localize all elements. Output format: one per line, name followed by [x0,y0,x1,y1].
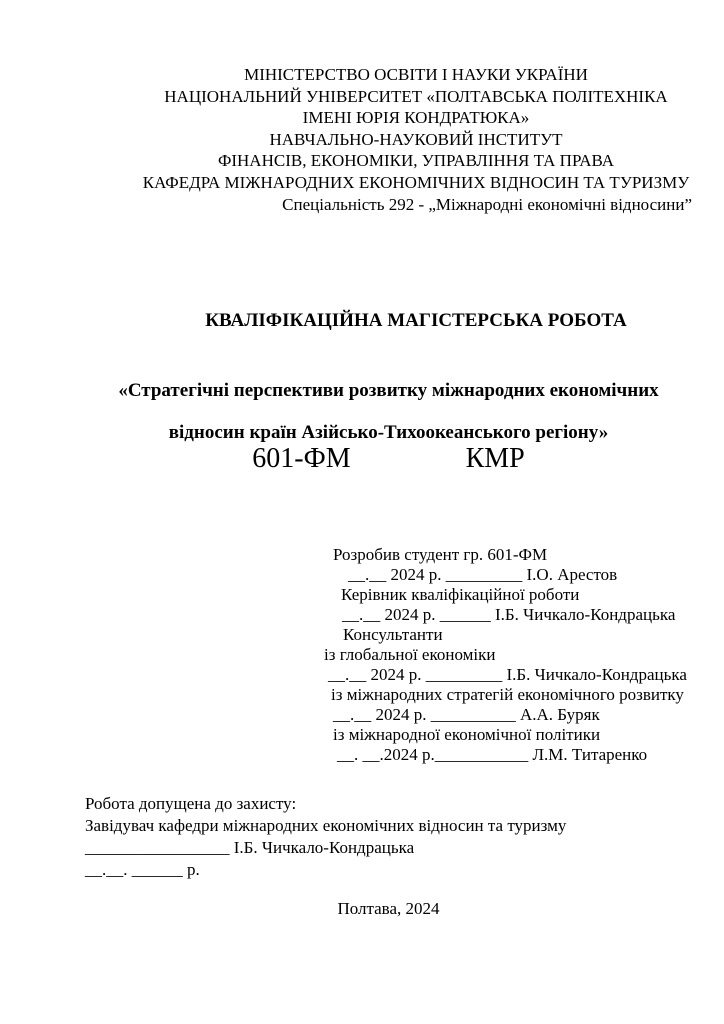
admission-block [85,793,692,881]
group-work-row [85,442,692,476]
developer-label: Розробив студент гр. 601-ФМ [333,545,548,564]
thesis-title-line-1: «Стратегічні перспективи розвитку міжнародних економічних [118,380,659,401]
institution-header [140,64,692,215]
admission-label: Робота допущена до захисту: [85,794,297,813]
work-abbreviation: КМР [465,443,525,474]
consultant-2-signature-line: __.__ 2024 р. __________ А.А. Буряк [333,705,600,724]
developer-signature-line: __.__ 2024 р. _________ І.О. Арестов [348,565,618,584]
department-line: КАФЕДРА МІЖНАРОДНИХ ЕКОНОМІЧНИХ ВІДНОСИН ТА ТУРИЗМУ [142,172,690,192]
consultant-1-signature-line: __.__ 2024 р. _________ І.Б. Чичкало-Кондрацька [328,665,687,684]
work-type-heading: КВАЛІФІКАЦІЙНА МАГІСТЕРСЬКА РОБОТА [205,310,627,331]
specialty-line: Спеціальність 292 - „Міжнародні економічні відносини” [282,194,692,214]
department-head-label: Завідувач кафедри міжнародних економічних відносин та туризму [85,816,567,835]
consultant-3-area: із міжнародної економічної політики [333,725,601,744]
institute-line-1: НАВЧАЛЬНО-НАУКОВИЙ ІНСТИТУТ [269,129,563,149]
group-code: 601-ФМ [252,443,351,474]
university-line-1: НАЦІОНАЛЬНИЙ УНІВЕРСИТЕТ «ПОЛТАВСЬКА ПОЛІТЕХНІКА [164,86,668,106]
admission-date-line: __.__. ______ р. [85,860,200,879]
consultant-1-area: із глобальної економіки [324,645,496,664]
city-year-line: Полтава, 2024 [337,899,440,918]
thesis-title-line-2: відносин країн Азійсько-Тихоокеанського регіону» [168,422,609,443]
ministry-line: МІНІСТЕРСТВО ОСВІТИ І НАУКИ УКРАЇНИ [244,65,588,84]
consultant-3-signature-line: __. __.2024 р.___________ Л.М. Титаренко [337,745,648,764]
supervisor-signature-line: __.__ 2024 р. ______ І.Б. Чичкало-Кондрацька [342,605,676,624]
consultant-2-area: із міжнародних стратегій економічного розвитку [331,685,684,704]
approval-signatures-block [322,545,687,765]
department-head-signature-line: _________________ І.Б. Чичкало-Кондрацька [85,838,415,857]
institute-line-2: ФІНАНСІВ, ЕКОНОМІКИ, УПРАВЛІННЯ ТА ПРАВА [217,151,615,171]
supervisor-label: Керівник кваліфікаційної роботи [341,585,580,604]
consultants-label: Консультанти [343,625,443,644]
university-line-2: ІМЕНІ ЮРІЯ КОНДРАТЮКА» [302,108,530,128]
